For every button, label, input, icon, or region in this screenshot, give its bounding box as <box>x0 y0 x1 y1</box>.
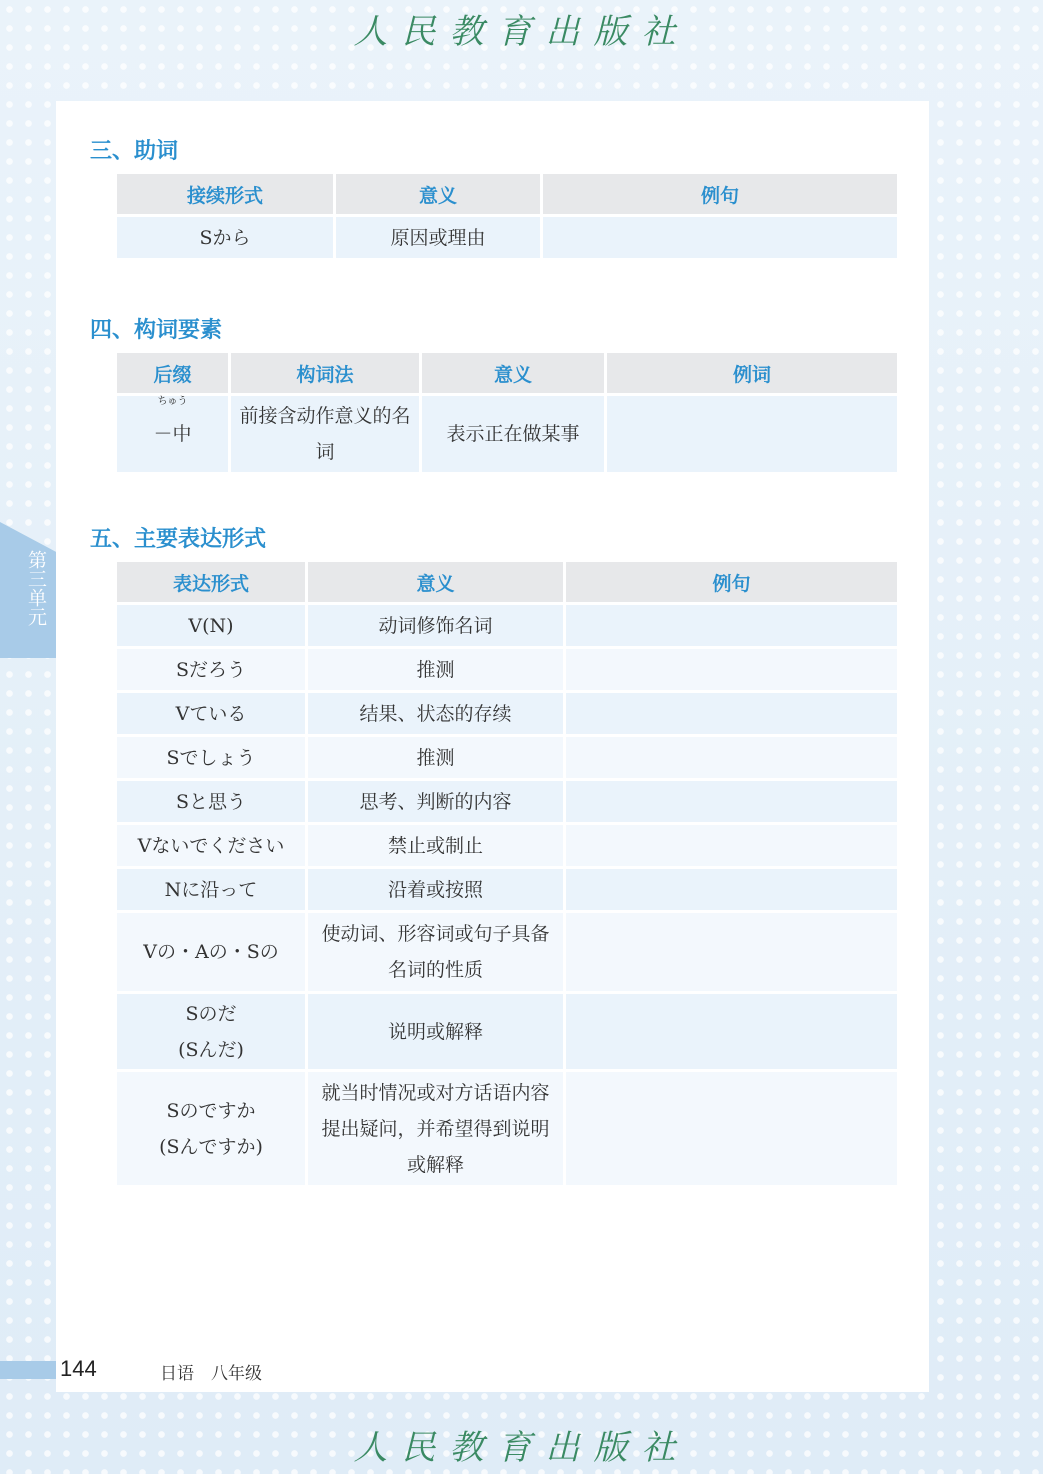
table-row <box>117 913 897 991</box>
example-cell <box>607 396 897 472</box>
header-cell: 接续形式 <box>117 174 333 214</box>
table-header-row <box>117 353 897 393</box>
meaning-cell: 原因或理由 <box>336 217 540 258</box>
form-cell: Sだろう <box>117 649 305 690</box>
example-cell <box>566 649 897 690</box>
header-cell: 例词 <box>607 353 897 393</box>
table-row <box>117 781 897 822</box>
header-cell: 意义 <box>336 174 540 214</box>
unit-side-tab-label: 第三单元 <box>25 550 47 626</box>
table-row <box>117 1072 897 1185</box>
method-cell: 前接含动作意义的名词 <box>231 396 419 472</box>
form-cell: Vないでください <box>117 825 305 866</box>
suffix-with-ruby <box>153 396 192 452</box>
particles-table <box>114 171 900 261</box>
meaning-cell: 使动词、形容词或句子具备名词的性质 <box>308 913 563 991</box>
header-cell: 意义 <box>308 562 563 602</box>
form-cell: Sのですか (Sんですか) <box>117 1072 305 1185</box>
publisher-logo-top: 人民教育出版社 <box>353 12 690 52</box>
table-row <box>117 217 897 258</box>
suffix-cell <box>117 396 228 472</box>
form-cell: Sでしょう <box>117 737 305 778</box>
table-row <box>117 825 897 866</box>
form-cell: Vの・Aの・Sの <box>117 913 305 991</box>
expressions-table <box>114 559 900 1188</box>
example-cell <box>566 913 897 991</box>
meaning-cell: 推测 <box>308 649 563 690</box>
meaning-cell: 思考、判断的内容 <box>308 781 563 822</box>
page-number-strip <box>0 1361 56 1379</box>
section-title-word-formation: 四、构词要素 <box>90 318 223 343</box>
example-cell <box>566 869 897 910</box>
header-cell: 后缀 <box>117 353 228 393</box>
header-cell: 例句 <box>543 174 897 214</box>
section-title-expressions: 五、主要表达形式 <box>90 527 267 552</box>
example-cell <box>543 217 897 258</box>
example-cell <box>566 781 897 822</box>
example-cell <box>566 825 897 866</box>
example-cell <box>566 693 897 734</box>
table-row <box>117 396 897 472</box>
meaning-cell: 推测 <box>308 737 563 778</box>
table-row <box>117 869 897 910</box>
example-cell <box>566 1072 897 1185</box>
table-row <box>117 994 897 1069</box>
page-content <box>56 101 929 1392</box>
meaning-cell: 说明或解释 <box>308 994 563 1069</box>
table-header-row <box>117 562 897 602</box>
suffix-text: －中 <box>153 423 192 445</box>
table-header-row <box>117 174 897 214</box>
meaning-cell: 禁止或制止 <box>308 825 563 866</box>
word-formation-table <box>114 350 900 475</box>
table-row <box>117 649 897 690</box>
meaning-cell: 沿着或按照 <box>308 869 563 910</box>
meaning-cell: 动词修饰名词 <box>308 605 563 646</box>
section-title-particles: 三、助词 <box>90 139 179 164</box>
table-row <box>117 693 897 734</box>
form-cell: Sから <box>117 217 333 258</box>
example-cell <box>566 994 897 1069</box>
example-cell <box>566 737 897 778</box>
form-cell: Sのだ (Sんだ) <box>117 994 305 1069</box>
example-cell <box>566 605 897 646</box>
form-cell: Vている <box>117 693 305 734</box>
publisher-logo-bottom: 人民教育出版社 <box>353 1428 690 1468</box>
page-number: 144 <box>60 1356 97 1381</box>
meaning-cell: 结果、状态的存续 <box>308 693 563 734</box>
table-row <box>117 737 897 778</box>
header-cell: 例句 <box>566 562 897 602</box>
suffix-ruby: ちゅう <box>157 396 188 407</box>
meaning-cell: 就当时情况或对方话语内容提出疑问，并希望得到说明或解释 <box>308 1072 563 1185</box>
form-cell: V(N) <box>117 605 305 646</box>
book-title: 日语 八年级 <box>160 1364 262 1384</box>
form-cell: Sと思う <box>117 781 305 822</box>
header-cell: 意义 <box>422 353 604 393</box>
form-cell: Nに沿って <box>117 869 305 910</box>
header-cell: 表达形式 <box>117 562 305 602</box>
table-row <box>117 605 897 646</box>
header-cell: 构词法 <box>231 353 419 393</box>
meaning-cell: 表示正在做某事 <box>422 396 604 472</box>
